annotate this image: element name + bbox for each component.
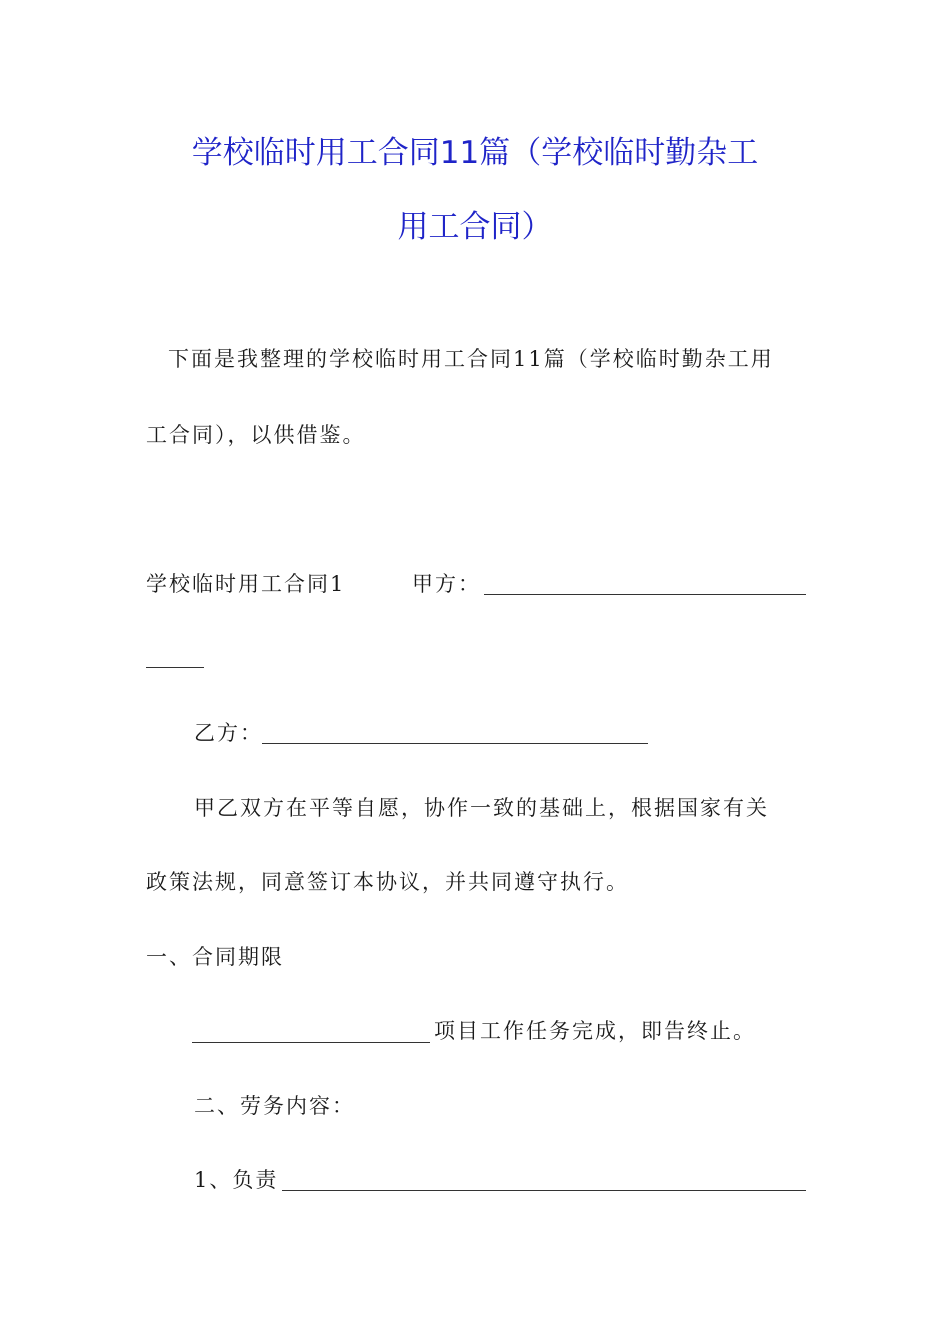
intro-line-2: 工合同），以供借鉴。: [146, 423, 366, 447]
preamble-line-1: 甲乙双方在平等自愿，协作一致的基础上，根据国家有关: [194, 796, 769, 820]
page-title-line-2: 用工合同）: [397, 209, 553, 245]
intro-line-1: 下面是我整理的学校临时用工合同11篇（学校临时勤杂工用: [168, 347, 774, 371]
party-a-blank-continued: [146, 667, 204, 668]
party-b-blank: [262, 743, 648, 744]
page-title-line-1: 学校临时用工合同11篇（学校临时勤杂工: [191, 135, 759, 171]
term-blank: [192, 1042, 430, 1043]
section-1-text: 项目工作任务完成，即告终止。: [434, 1019, 756, 1043]
party-b-label: 乙方：: [194, 721, 263, 745]
preamble-line-2: 政策法规，同意签订本协议，并共同遵守执行。: [146, 870, 629, 894]
section-2-title: 二、劳务内容：: [194, 1094, 355, 1118]
item-1-label: 1、负责: [194, 1168, 279, 1192]
item-1-blank: [282, 1190, 806, 1191]
party-a-blank: [484, 594, 806, 595]
party-a-label: 甲方：: [412, 572, 481, 596]
section-1-title: 一、合同期限: [146, 945, 284, 969]
contract-heading: 学校临时用工合同1: [146, 572, 346, 596]
